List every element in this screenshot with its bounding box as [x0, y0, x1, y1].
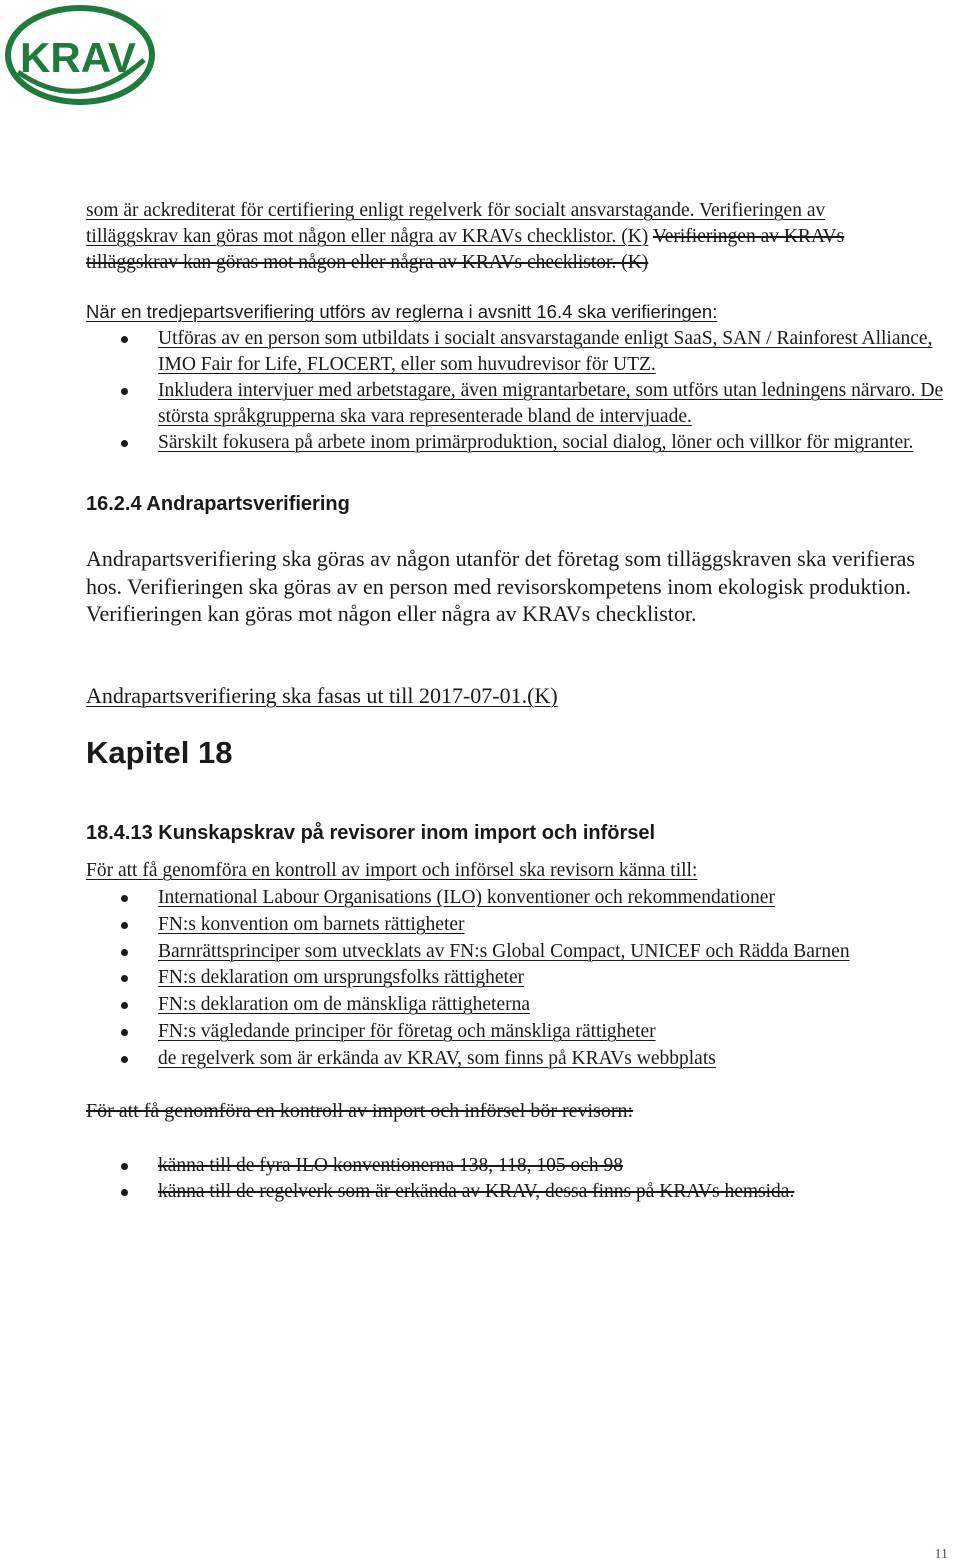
third-party-verification	[86, 299, 950, 456]
list-item: de regelverk som är erkända av KRAV, som finns på KRAVs webbplats	[86, 1046, 950, 1073]
continuation-line-2-inserted: tilläggskrav kan göras mot någon eller några av KRAVs checklistor. (K)	[86, 226, 649, 247]
continuation-paragraph	[86, 198, 950, 276]
section-heading-18-4-13: 18.4.13 Kunskapskrav på revisorer inom import och införsel	[86, 822, 656, 844]
list-item: FN:s konvention om barnets rättigheter	[86, 912, 950, 939]
list-item: Utföras av en person som utbildats i socialt ansvarstagande enligt SaaS, SAN / Rainforest Alliance, IMO Fair for Life, FLOCERT, eller som huvudrevisor för UTZ.	[86, 326, 950, 378]
list-item: Särskilt fokusera på arbete inom primärproduktion, social dialog, löner och villkor för migranter.	[86, 430, 950, 456]
knowledge-intro: För att få genomföra en kontroll av import och införsel ska revisorn känna till:	[86, 860, 698, 881]
phaseout-note: Andrapartsverifiering ska fasas ut till 2017-07-01.(K)	[86, 683, 558, 708]
krav-logo	[4, 4, 156, 106]
continuation-line-1: som är ackrediterat för certifiering enligt regelverk för socialt ansvarstagande. Verifieringen av	[86, 200, 826, 221]
logo-text: KRAV	[20, 34, 136, 81]
list-item: FN:s deklaration om de mänskliga rättigheterna	[86, 992, 950, 1019]
third-party-list	[86, 326, 950, 456]
third-party-intro: När en tredjepartsverifiering utförs av reglerna i avsnitt 16.4 ska verifieringen:	[86, 301, 718, 322]
list-item: Inkludera intervjuer med arbetstagare, även migrantarbetare, som utförs utan ledningens närvaro. De största språkgrupperna ska vara representerade bland de intervjuade.	[86, 378, 950, 430]
chapter-title: Kapitel 18	[86, 735, 233, 770]
section-16-2-4-paragraph: Andrapartsverifiering ska göras av någon utanför det företag som tilläggskraven ska verifieras hos. Verifieringen ska göras av en person med revisorskompetens inom ekologisk produktion. Verifieringen kan göras mot någon eller några av KRAVs checklistor.	[86, 546, 915, 626]
old-requirements-list	[86, 1153, 950, 1205]
list-item: FN:s vägledande principer för företag och mänskliga rättigheter	[86, 1019, 950, 1046]
knowledge-list	[86, 885, 950, 1073]
list-item: Barnrättsprinciper som utvecklats av FN:s Global Compact, UNICEF och Rädda Barnen	[86, 939, 950, 966]
continuation-line-3-deleted: tilläggskrav kan göras mot någon eller några av KRAVs checklistor. (K)	[86, 252, 649, 273]
list-item: känna till de regelverk som är erkända av KRAV, dessa finns på KRAVs hemsida.	[86, 1179, 950, 1205]
continuation-line-2	[86, 224, 950, 250]
knowledge-requirements	[86, 858, 950, 1073]
page-number: 11	[934, 1547, 948, 1562]
list-item: FN:s deklaration om ursprungsfolks rättigheter	[86, 965, 950, 992]
list-item: International Labour Organisations (ILO) konventioner och rekommendationer	[86, 885, 950, 912]
section-heading-16-2-4: 16.2.4 Andrapartsverifiering	[86, 493, 350, 515]
continuation-line-2-deleted: Verifieringen av KRAVs	[652, 226, 845, 247]
old-requirements-intro: För att få genomföra en kontroll av import och införsel bör revisorn:	[86, 1100, 634, 1122]
list-item: känna till de fyra ILO konventionerna 138, 118, 105 och 98	[86, 1153, 950, 1179]
old-requirements	[86, 1153, 950, 1205]
